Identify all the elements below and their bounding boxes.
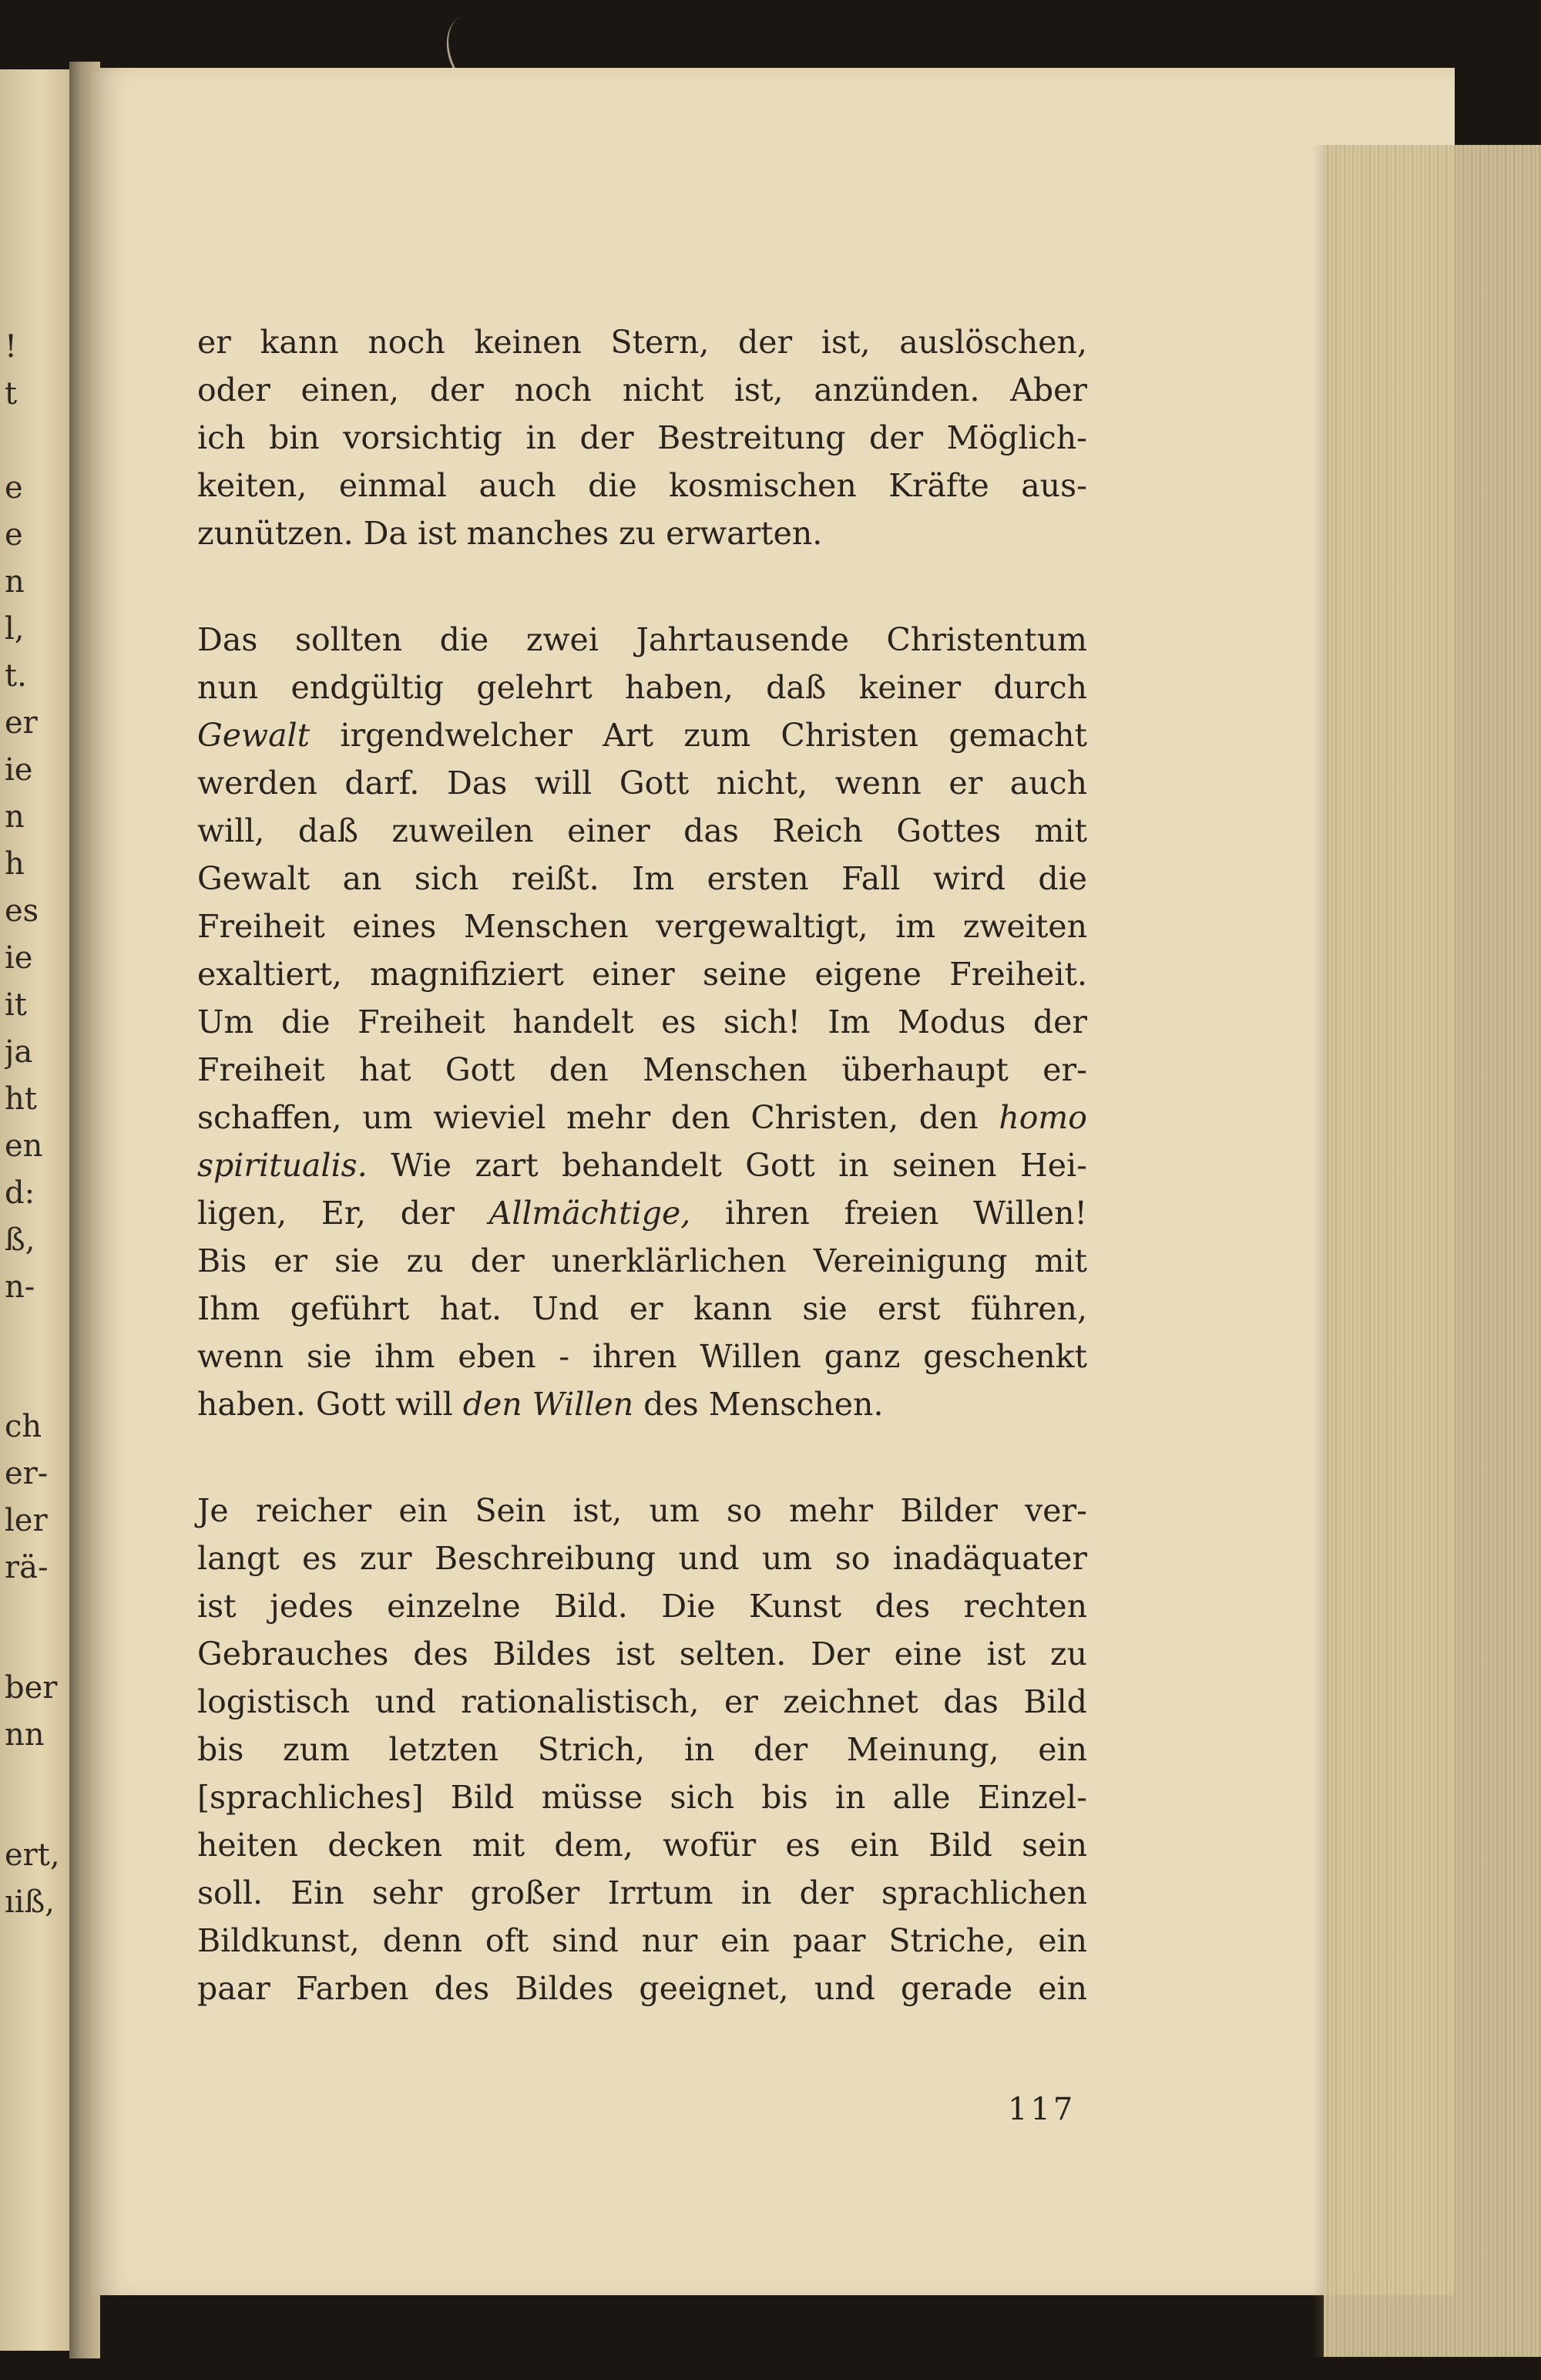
fragment: t	[5, 376, 18, 412]
text-line: nun endgültig gelehrt haben, daß keiner durch	[197, 669, 1087, 706]
text-run: haben. Gott will	[197, 1386, 463, 1423]
text-line	[197, 1189, 1087, 1237]
text-line: Gebrauches des Bildes ist selten. Der eine ist zu	[197, 1635, 1087, 1672]
paragraph	[197, 1487, 1087, 2012]
fragment: e	[5, 517, 23, 553]
emphasis: den Willen	[462, 1386, 634, 1423]
emphasis: Allmächtige,	[488, 1195, 691, 1232]
text-line: Freiheit eines Menschen vergewaltigt, im zweiten	[197, 908, 1087, 945]
book-page	[91, 68, 1455, 2295]
text-line: Je reicher ein Sein ist, um so mehr Bilder ver-	[197, 1492, 1087, 1529]
text-line: keiten, einmal auch die kosmischen Kräfte aus-	[197, 467, 1087, 504]
text-line: paar Farben des Bildes geeignet, und gerade ein	[197, 1970, 1087, 2007]
fragment: n	[5, 799, 25, 835]
text-line	[197, 1380, 1087, 1428]
text-line: Das sollten die zwei Jahrtausende Christentum	[197, 621, 1087, 658]
text-line	[197, 1094, 1087, 1141]
text-line: zunützen. Da ist manches zu erwarten.	[197, 515, 823, 552]
text-line: exaltiert, magnifiziert einer seine eigene Freiheit.	[197, 956, 1087, 993]
fragment: ß,	[5, 1222, 35, 1258]
text-line: soll. Ein sehr großer Irrtum in der sprachlichen	[197, 1874, 1087, 1911]
fragment: h	[5, 846, 25, 882]
text-run: schaffen, um wieviel mehr den Christen, den	[197, 1099, 999, 1136]
fragment: ıiß,	[5, 1884, 55, 1920]
fragment: e	[5, 470, 23, 506]
text-line: [sprachliches] Bild müsse sich bis in alle Einzel-	[197, 1779, 1087, 1816]
fragment	[5, 1759, 66, 1832]
fragment: ler	[5, 1503, 48, 1538]
fragment: ja	[5, 1034, 33, 1070]
paragraph	[197, 616, 1087, 1428]
fragment: es	[5, 893, 39, 929]
fragment: l,	[5, 611, 25, 647]
page-text	[197, 318, 1087, 2012]
text-line: langt es zur Beschreibung und um so inadäquater	[197, 1540, 1087, 1577]
text-line: Bildkunst, denn oft sind nur ein paar Striche, ein	[197, 1922, 1087, 1959]
fragment	[5, 1592, 66, 1665]
fragment: rä-	[5, 1550, 49, 1585]
page-edges-stack	[1324, 145, 1541, 2357]
fragment: t.	[5, 658, 27, 694]
text-line: heiten decken mit dem, wofür es ein Bild sein	[197, 1827, 1087, 1864]
text-line: logistisch und rationalistisch, er zeichnet das Bild	[197, 1683, 1087, 1720]
fragment: en	[5, 1128, 43, 1164]
emphasis: spiritualis.	[197, 1147, 368, 1184]
text-line: Bis er sie zu der unerklärlichen Vereinigung mit	[197, 1242, 1087, 1279]
emphasis: homo	[999, 1099, 1087, 1136]
text-run: irgendwelcher Art zum Christen gemacht	[310, 717, 1087, 754]
text-line: Um die Freiheit handelt es sich! Im Modus der	[197, 1003, 1087, 1040]
text-line: oder einen, der noch nicht ist, anzünden. Aber	[197, 371, 1087, 408]
fragment: ert,	[5, 1837, 60, 1873]
page-number: 117	[1008, 2092, 1076, 2127]
fragment: ie	[5, 940, 33, 976]
previous-page-text-fragments	[5, 324, 66, 1926]
text-line: ist jedes einzelne Bild. Die Kunst des rechten	[197, 1588, 1087, 1625]
text-run: des Menschen.	[633, 1386, 884, 1423]
text-line: Freiheit hat Gott den Menschen überhaupt er-	[197, 1051, 1087, 1088]
text-line: er kann noch keinen Stern, der ist, auslöschen,	[197, 324, 1087, 361]
fragment: n	[5, 564, 25, 600]
paragraph	[197, 318, 1087, 557]
fragment: nn	[5, 1717, 45, 1753]
text-line: Gewalt an sich reißt. Im ersten Fall wird die	[197, 860, 1087, 897]
fragment: ber	[5, 1670, 58, 1706]
text-line	[197, 1141, 1087, 1189]
fragment: ht	[5, 1081, 37, 1117]
fragment	[5, 1311, 66, 1403]
fragment	[5, 418, 66, 465]
text-line: wenn sie ihm eben - ihren Willen ganz geschenkt	[197, 1338, 1087, 1375]
text-line: ich bin vorsichtig in der Bestreitung der Möglich-	[197, 419, 1087, 456]
text-line: Ihm geführt hat. Und er kann sie erst führen,	[197, 1290, 1087, 1327]
text-line: bis zum letzten Strich, in der Meinung, ein	[197, 1731, 1087, 1768]
fragment: er	[5, 705, 38, 741]
text-run: ihren freien Willen!	[690, 1195, 1088, 1232]
text-line	[197, 711, 1087, 759]
text-line: werden darf. Das will Gott nicht, wenn er auch	[197, 765, 1087, 802]
fragment: ch	[5, 1409, 42, 1444]
fragment: er-	[5, 1456, 49, 1491]
previous-page-edge	[0, 69, 73, 2351]
fragment: n-	[5, 1269, 35, 1305]
fragment: d:	[5, 1175, 35, 1211]
fragment: it	[5, 987, 27, 1023]
fragment: !	[5, 329, 18, 365]
fragment: ie	[5, 752, 33, 788]
text-run: ligen, Er, der	[197, 1195, 489, 1232]
text-run: Wie zart behandelt Gott in seinen Hei-	[367, 1147, 1087, 1184]
emphasis: Gewalt	[197, 717, 311, 754]
text-line: will, daß zuweilen einer das Reich Gottes mit	[197, 812, 1087, 849]
